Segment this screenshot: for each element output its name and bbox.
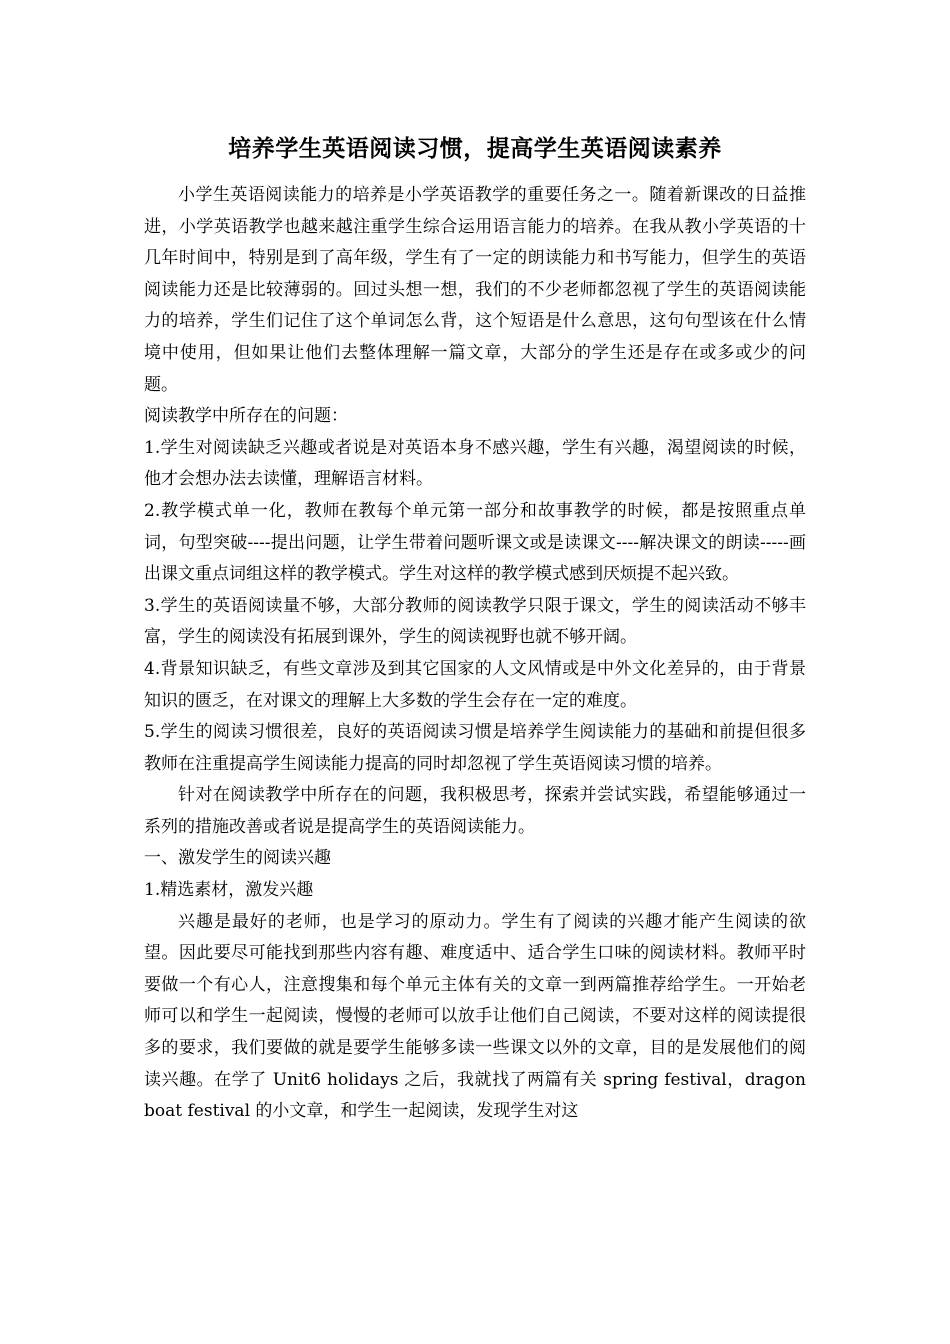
paragraph-problem-1: 1.学生对阅读缺乏兴趣或者说是对英语本身不感兴趣，学生有兴趣，渴望阅读的时候，他才会想办法去读懂，理解语言材料。: [144, 437, 806, 490]
section-heading-1: 一、激发学生的阅读兴趣: [144, 848, 331, 869]
paragraph-response: 针对在阅读教学中所存在的问题，我积极思考，探索并尝试实践，希望能够通过一系列的措施改善或者说是提高学生的英语阅读能力。: [144, 785, 806, 837]
paragraph-problems-heading: 阅读教学中所存在的问题：: [144, 406, 348, 427]
paragraph-interest: 兴趣是最好的老师，也是学习的原动力。学生有了阅读的兴趣才能产生阅读的欲望。因此要尽可能找到那些内容有趣、难度适中、适合学生口味的阅读材料。教师平时要做一个有心人，注意搜集和每个单元主体有关的文章一到两篇推荐给学生。一开始老师可以和学生一起阅读，慢慢的老师可以放手让他们自己阅读，不要对这样的阅读提很多的要求，我们要做的就是要学生能够多读一些课文以外的文章，目的是发展他们的阅读兴趣。在学了 Unit6 holidays 之后，我就找了两篇有关 spring festival，dragon boat festival 的小文章，和学生一起阅读，发现学生对这: [144, 911, 806, 1122]
document-body: [144, 180, 806, 1128]
paragraph-problem-3: 3.学生的英语阅读量不够，大部分教师的阅读教学只限于课文，学生的阅读活动不够丰富，学生的阅读没有拓展到课外，学生的阅读视野也就不够开阔。: [144, 595, 806, 648]
paragraph-problem-2: 2.教学模式单一化，教师在教每个单元第一部分和故事教学的时候，都是按照重点单词，句型突破----提出问题，让学生带着问题听课文或是读课文----解决课文的朗读-----画出课文重点词组这样的教学模式。学生对这样的教学模式感到厌烦提不起兴致。: [144, 500, 806, 585]
paragraph-intro: 小学生英语阅读能力的培养是小学英语教学的重要任务之一。随着新课改的日益推进，小学英语教学也越来越注重学生综合运用语言能力的培养。在我从教小学英语的十几年时间中，特别是到了高年级，学生有了一定的朗读能力和书写能力，但学生的英语阅读能力还是比较薄弱的。回过头想一想，我们的不少老师都忽视了学生的英语阅读能力的培养，学生们记住了这个单词怎么背，这个短语是什么意思，这句句型该在什么情境中使用，但如果让他们去整体理解一篇文章，大部分的学生还是存在或多或少的问题。: [144, 185, 806, 395]
paragraph-problem-5: 5.学生的阅读习惯很差，良好的英语阅读习惯是培养学生阅读能力的基础和前提但很多教师在注重提高学生阅读能力提高的同时却忽视了学生英语阅读习惯的培养。: [144, 722, 806, 774]
document-title: 培养学生英语阅读习惯，提高学生英语阅读素养: [228, 135, 722, 162]
subsection-heading-1-1: 1.精选素材，激发兴趣: [144, 880, 314, 901]
paragraph-problem-4: 4.背景知识缺乏，有些文章涉及到其它国家的人文风情或是中外文化差异的，由于背景知识的匮乏，在对课文的理解上大多数的学生会存在一定的难度。: [144, 658, 806, 711]
